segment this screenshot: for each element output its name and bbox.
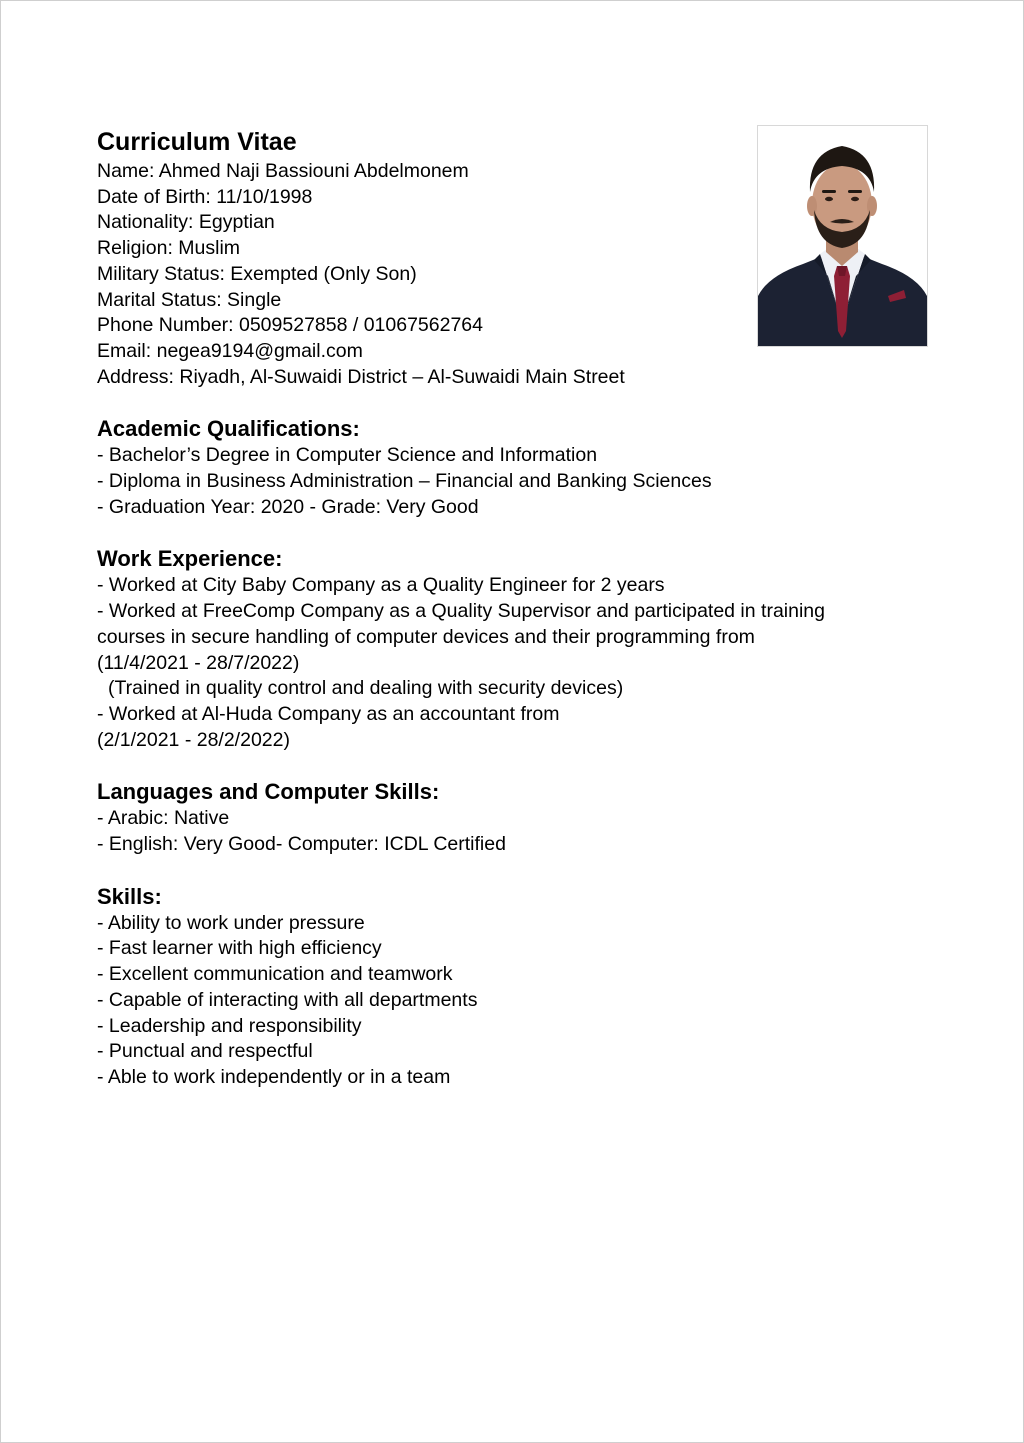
personal-email: Email: negea9194@gmail.com: [97, 339, 363, 362]
personal-info: [97, 159, 897, 390]
cv-title: Curriculum Vitae: [97, 128, 297, 156]
work-line: - Worked at Al-Huda Company as an accountant from: [97, 702, 560, 725]
skill-item: - Punctual and respectful: [97, 1040, 313, 1063]
academic-heading: Academic Qualifications:: [97, 416, 360, 442]
skill-item: - Ability to work under pressure: [97, 911, 365, 934]
personal-birth-date: Date of Birth: 11/10/1998: [97, 185, 313, 208]
personal-address: Address: Riyadh, Al-Suwaidi District – Al-Suwaidi Main Street: [97, 365, 625, 388]
languages-section: [97, 778, 897, 857]
work-line: courses in secure handling of computer devices and their programming from: [97, 625, 755, 648]
academic-item: - Diploma in Business Administration – Financial and Banking Sciences: [97, 470, 712, 493]
work-heading: Work Experience:: [97, 546, 283, 572]
work-line: - Worked at City Baby Company as a Quality Engineer for 2 years: [97, 574, 665, 597]
work-section: [97, 545, 897, 753]
personal-military-status: Military Status: Exempted (Only Son): [97, 262, 417, 285]
personal-phone: Phone Number: 0509527858 / 01067562764: [97, 314, 483, 337]
skills-section: [97, 883, 897, 1091]
academic-item: - Graduation Year: 2020 - Grade: Very Good: [97, 495, 479, 518]
academic-item: - Bachelor’s Degree in Computer Science and Information: [97, 444, 598, 467]
languages-heading: Languages and Computer Skills:: [97, 779, 440, 805]
cv-content: [97, 127, 897, 1091]
skill-item: - Fast learner with high efficiency: [97, 937, 382, 960]
personal-nationality: Nationality: Egyptian: [97, 211, 275, 234]
work-line: (11/4/2021 - 28/7/2022): [97, 651, 300, 674]
personal-religion: Religion: Muslim: [97, 237, 241, 260]
work-line: (Trained in quality control and dealing with security devices): [108, 677, 624, 700]
personal-marital-status: Marital Status: Single: [97, 288, 282, 311]
academic-section: [97, 415, 897, 520]
skill-item: - Capable of interacting with all departments: [97, 988, 478, 1011]
language-item: - English: Very Good- Computer: ICDL Certified: [97, 833, 506, 856]
language-item: - Arabic: Native: [97, 807, 230, 830]
skill-item: - Excellent communication and teamwork: [97, 963, 453, 986]
skill-item: - Able to work independently or in a team: [97, 1065, 451, 1088]
skill-item: - Leadership and responsibility: [97, 1014, 362, 1037]
skills-heading: Skills:: [97, 883, 162, 909]
personal-name: Name: Ahmed Naji Bassiouni Abdelmonem: [97, 160, 469, 182]
work-line: (2/1/2021 - 28/2/2022): [97, 728, 290, 751]
work-line: - Worked at FreeComp Company as a Quality Supervisor and participated in training: [97, 600, 825, 623]
